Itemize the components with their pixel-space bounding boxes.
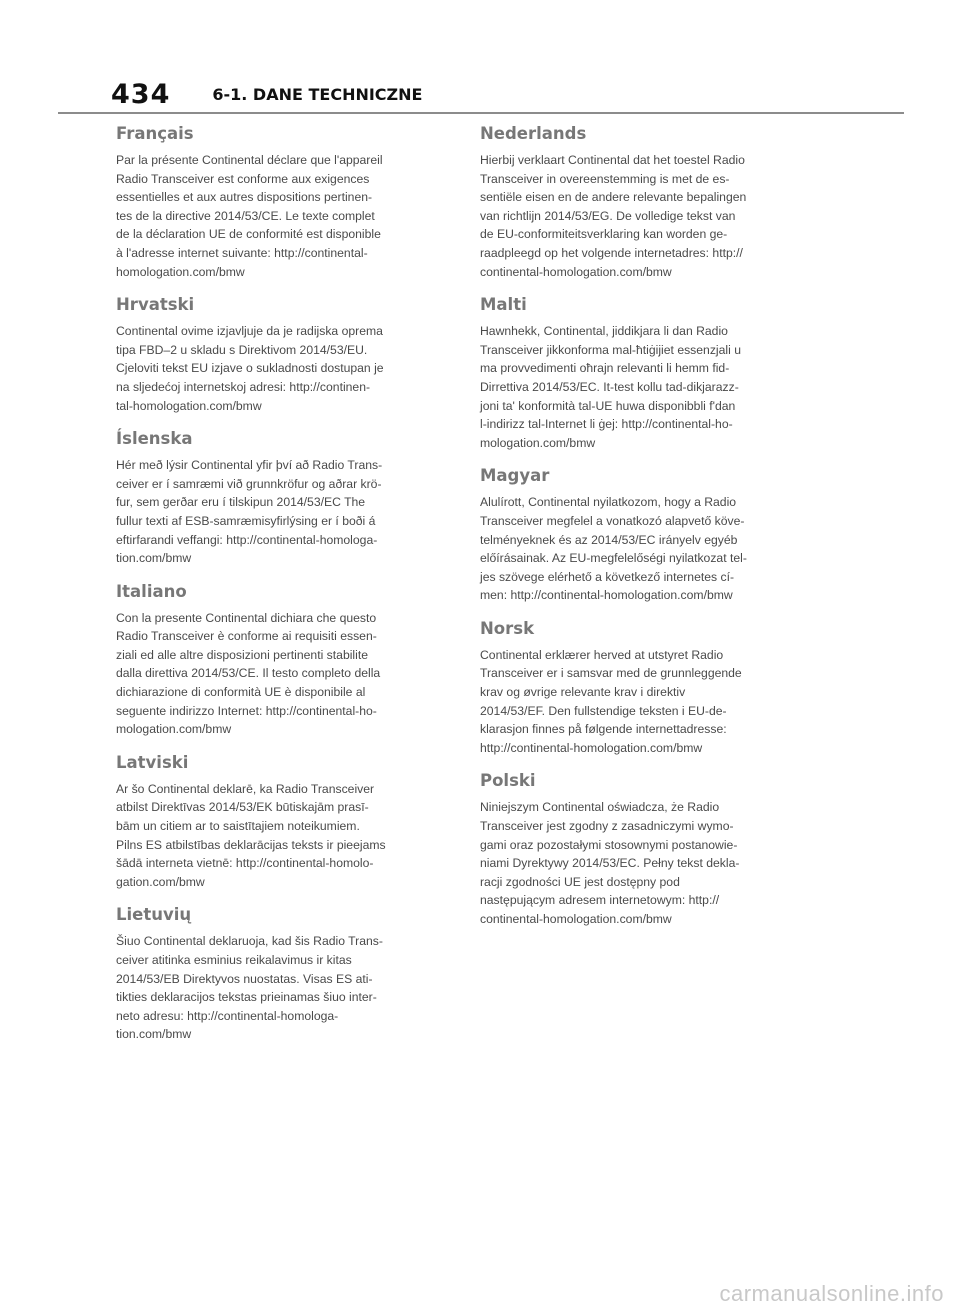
section-polski	[480, 769, 824, 928]
section-heading: Malti	[480, 295, 527, 315]
section-heading: Latviski	[116, 752, 189, 772]
section-text: Continental erklærer herved at utstyret Radio Transceiver er i samsvar med de grunnleggende krav og øvrige relevante krav i direktiv 2014/53/EF. Den fullstendige teksten i EU-de- klarasjon finnes på følgende internettadresse: http://continental-homologation.com/bmw	[480, 647, 742, 755]
section-lietuviu	[116, 903, 460, 1044]
page-header	[111, 76, 422, 112]
section-islenska	[116, 427, 460, 568]
section-heading: Polski	[480, 771, 536, 791]
section-heading: Nederlands	[480, 124, 587, 143]
section-heading: Magyar	[480, 466, 550, 486]
section-text: Ar šo Continental deklarē, ka Radio Transceiver atbilst Direktīvas 2014/53/EK būtiskajām prasī- bām un citiem ar to saistītajiem noteikumiem. Pilns ES atbilstības deklarācijas teksts ir pieejams šādā interneta vietnē: http://continental-homolo- gation.com/bmw	[116, 781, 386, 889]
section-heading: Íslenska	[116, 429, 193, 449]
header-divider	[58, 112, 904, 114]
section-heading: Lietuvių	[116, 905, 192, 925]
watermark: carmanualsonline.info	[719, 1281, 944, 1306]
section-latviski	[116, 751, 460, 892]
section-heading: Français	[116, 124, 194, 143]
section-text: Par la présente Continental déclare que l'appareil Radio Transceiver est conforme aux exigences essentielles et aux autres dispositions pertinen- tes de la directive 2014/53/CE. Le texte complet de la déclaration UE de conformité est disponible à l'adresse internet suivante: http://continental- homologation.com/bmw	[116, 153, 383, 279]
section-norsk	[480, 617, 824, 758]
section-italiano	[116, 580, 460, 739]
section-text: Continental ovime izjavljuje da je radijska oprema tipa FBD–2 u skladu s Direktivom 2014/53/EU. Cjeloviti tekst EU izjave o sukladnosti dostupan je na sljedećoj internetskoj adresi: http://continen- tal-homologation.com/bmw	[116, 324, 384, 413]
left-column	[116, 122, 460, 1056]
section-nederlands	[480, 122, 824, 281]
section-magyar	[480, 464, 824, 605]
section-text: Niniejszym Continental oświadcza, że Radio Transceiver jest zgodny z zasadniczymi wymo- gami oraz pozostałymi stosownymi postanowie- niami Dyrektywy 2014/53/EC. Pełny tekst dekla- racji zgodności UE jest dostępny pod następującym adresem internetowym: http:// continental-homologation.com/bmw	[480, 800, 740, 926]
section-text: Šiuo Continental deklaruoja, kad šis Radio Trans- ceiver atitinka esminius reikalavimus ir kitas 2014/53/EB Direktyvos nuostatas. Visas ES ati- tikties deklaracijos tekstas prieinamas šiuo inter- neto adresu: http://continental-homologa- tion.com/bmw	[116, 934, 383, 1042]
page-number: 434	[111, 78, 171, 110]
section-malti	[480, 293, 824, 452]
section-francais	[116, 122, 460, 281]
right-column	[480, 122, 824, 941]
section-heading: Norsk	[480, 618, 535, 638]
section-text: Hér með lýsir Continental yfir því að Radio Trans- ceiver er í samræmi við grunnkröfur og aðrar krö- fur, sem gerðar eru í tilskipun 2014/53/EC The fullur texti af ESB-samræmisyfirlýsing er í boði á eftirfarandi veffangi: http://continental-homologa- tion.com/bmw	[116, 458, 383, 566]
section-heading: Italiano	[116, 581, 187, 601]
section-text: Con la presente Continental dichiara che questo Radio Transceiver è conforme ai requisiti essen- ziali ed alle altre disposizioni pertinenti stabilite dalla direttiva 2014/53/CE. Il testo completo della dichiarazione di conformità UE è disponibile al seguente indirizzo Internet: http://continental-ho- mologation.com/bmw	[116, 610, 381, 737]
section-text: Alulírott, Continental nyilatkozom, hogy a Radio Transceiver megfelel a vonatkozó alapvető köve- telményeknek és az 2014/53/EC irányelv egyéb előírásainak. Az EU-megfelelőségi nyilatkozat tel- jes szövege elérhető a következő internetes cí- men: http://continental-homologation.com/bmw	[480, 495, 747, 603]
section-text: Hierbij verklaart Continental dat het toestel Radio Transceiver in overeenstemming is met de es- sentiële eisen en de andere relevante bepalingen van richtlijn 2014/53/EG. De volledige tekst van de EU-conformiteitsverklaring kan worden ge- raadpleegd op het volgende internetadres: http:// continental-homologation.com/bmw	[480, 153, 747, 279]
section-heading: Hrvatski	[116, 295, 195, 315]
section-text: Hawnhekk, Continental, jiddikjara li dan Radio Transceiver jikkonforma mal-ħtiġijiet essenzjali u ma provvedimenti oħrajn relevanti li hemm fid- Dirrettiva 2014/53/EC. It-test kollu tad-dikjarazz- joni ta' konformità tal-UE huwa disponibbli f'dan l-indirizz tal-Internet li ġej: http://continental-ho- mologation.com/bmw	[480, 324, 741, 450]
chapter-title: 6-1. DANE TECHNICZNE	[212, 84, 423, 104]
section-hrvatski	[116, 293, 460, 415]
